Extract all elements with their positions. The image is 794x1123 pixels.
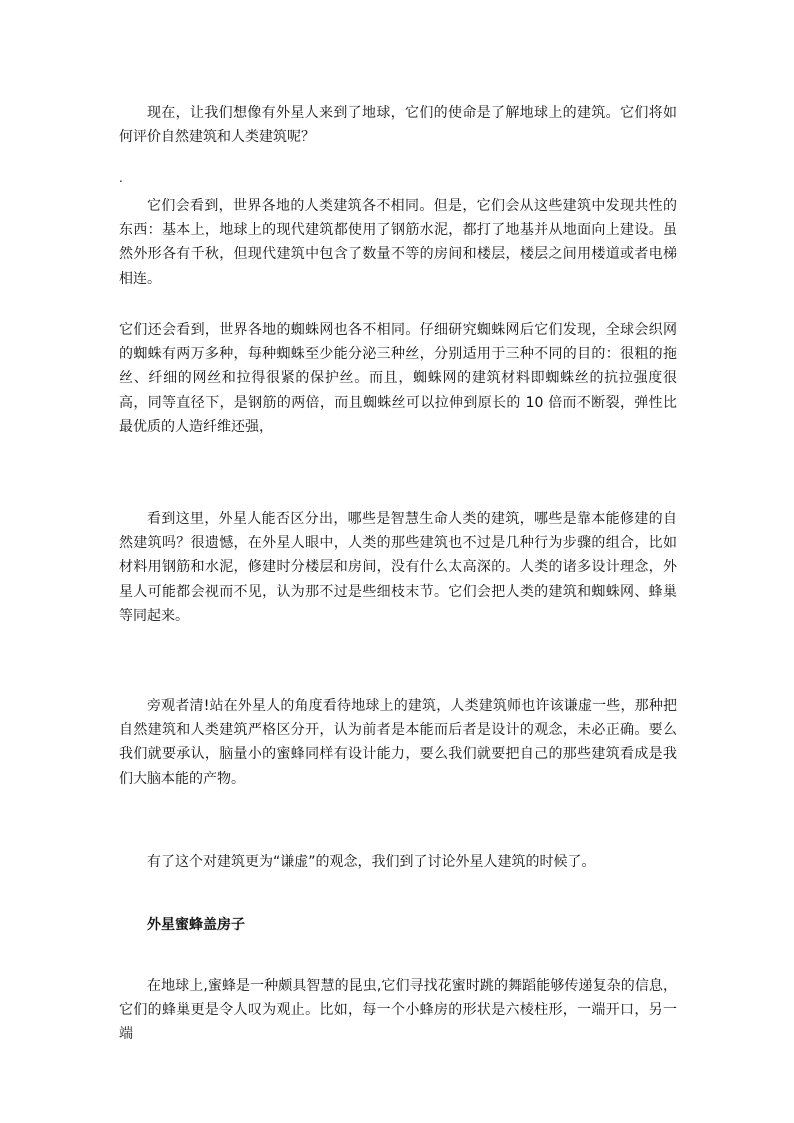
paragraph-6: 有了这个对建筑更为“谦虚”的观念，我们到了讨论外星人建筑的时候了。 bbox=[147, 854, 596, 870]
paragraph-2: 它们会看到，世界各地的人类建筑各不相同。但是，它们会从这些建筑中发现共性的东西：基本上，地球上的现代建筑都使用了钢筋水泥，都打了地基并从地面向上建设。虽然外形各有千秋，但现代建筑中包含了数量不等的房间和楼层，楼层之间用楼道或者电梯相连。 bbox=[119, 198, 677, 287]
section-heading: 外星蜜蜂盖房子 bbox=[147, 917, 245, 933]
paragraph-1: 现在，让我们想像有外星人来到了地球，它们的使命是了解地球上的建筑。它们将如何评价自然建筑和人类建筑呢？ bbox=[119, 105, 677, 146]
paragraph-4: 看到这里，外星人能否区分出，哪些是智慧生命人类的建筑，哪些是靠本能修建的自然建筑吗？很遗憾，在外星人眼中，人类的那些建筑也不过是几种行为步骤的组合，比如材料用钢筋和水泥，修建时分楼层和房间，没有什么太高深的。人类的诸多设计理念，外星人可能都会视而不见，认为那不过是些细枝末节。它们会把人类的建筑和蜘蛛网、蜂巢等同起来。 bbox=[119, 511, 677, 624]
paragraph-3: 它们还会看到，世界各地的蜘蛛网也各不相同。仔细研究蜘蛛网后它们发现，全球会织网的蜘蛛有两万多种，每种蜘蛛至少能分泌三种丝，分别适用于三种不同的目的：很粗的拖丝、纤细的网丝和拉得很紧的保护丝。而且，蜘蛛网的建筑材料即蜘蛛丝的抗拉强度很高，同等直径下，是钢筋的两倍，而且蜘蛛丝可以拉伸到原长的 10 倍而不断裂，弹性比最优质的人造纤维还强， bbox=[119, 322, 677, 435]
paragraph-5: 旁观者清!站在外星人的角度看待地球上的建筑，人类建筑师也许该谦虚一些，那种把自然建筑和人类建筑严格区分开，认为前者是本能而后者是设计的观念，未必正确。要么我们就要承认，脑量小的蜜蜂同样有设计能力，要么我们就要把自己的那些建筑看成是我们大脑本能的产物。 bbox=[119, 698, 677, 787]
paragraph-7: 在地球上,蜜蜂是一种颇具智慧的昆虫,它们寻找花蜜时跳的舞蹈能够传递复杂的信息，它们的蜂巢更是令人叹为观止。比如，每一个小蜂房的形状是六棱柱形，一端开口，另一端 bbox=[119, 978, 677, 1043]
stray-mark: . bbox=[119, 171, 123, 185]
